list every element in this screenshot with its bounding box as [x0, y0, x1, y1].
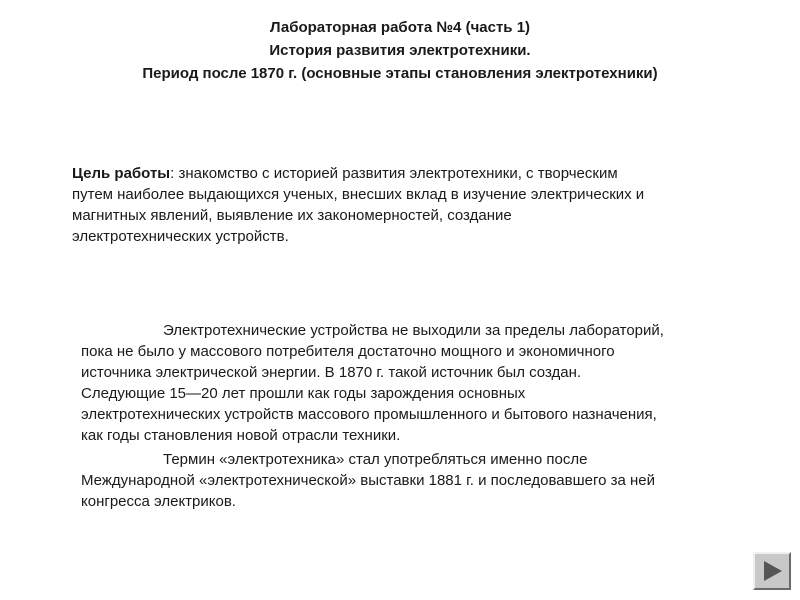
goal-text-line-4: электротехнических устройств.	[72, 228, 289, 245]
play-arrow-icon	[759, 558, 785, 584]
paragraph2-line-3: конгресса электриков.	[81, 493, 236, 510]
title-line-2: История развития электротехники.	[269, 42, 531, 59]
paragraph1-line-6: как годы становления новой отрасли техники.	[81, 427, 401, 444]
body-paragraph-2	[81, 449, 781, 512]
goal-text-line-2: путем наиболее выдающихся ученых, внесших вклад в изучение электрических и	[72, 186, 645, 203]
goal-paragraph	[72, 163, 772, 247]
goal-text-line-1: : знакомство с историей развития электротехники, с творческим	[170, 165, 618, 182]
paragraph1-line-1: Электротехнические устройства не выходили за пределы лабораторий,	[163, 322, 664, 339]
paragraph2-line-1: Термин «электротехника» стал употребляться именно после	[163, 451, 588, 468]
paragraph1-line-5: электротехнических устройств массового промышленного и бытового назначения,	[81, 406, 657, 423]
paragraph1-line-2: пока не было у массового потребителя достаточно мощного и экономичного	[81, 343, 615, 360]
slide-title	[0, 16, 800, 85]
title-line-3: Период после 1870 г. (основные этапы становления электротехники)	[142, 65, 658, 82]
body-paragraph-1	[81, 320, 781, 446]
paragraph1-line-4: Следующие 15—20 лет прошли как годы зарождения основных	[81, 385, 526, 402]
goal-label: Цель работы	[72, 165, 171, 182]
title-line-1: Лабораторная работа №4 (часть 1)	[269, 19, 531, 36]
goal-text-line-3: магнитных явлений, выявление их закономерностей, создание	[72, 207, 512, 224]
paragraph1-line-3: источника электрической энергии. В 1870 г. такой источник был создан.	[81, 364, 582, 381]
next-slide-button[interactable]	[753, 552, 791, 590]
paragraph2-line-2: Международной «электротехнической» выставки 1881 г. и последовавшего за ней	[81, 472, 656, 489]
